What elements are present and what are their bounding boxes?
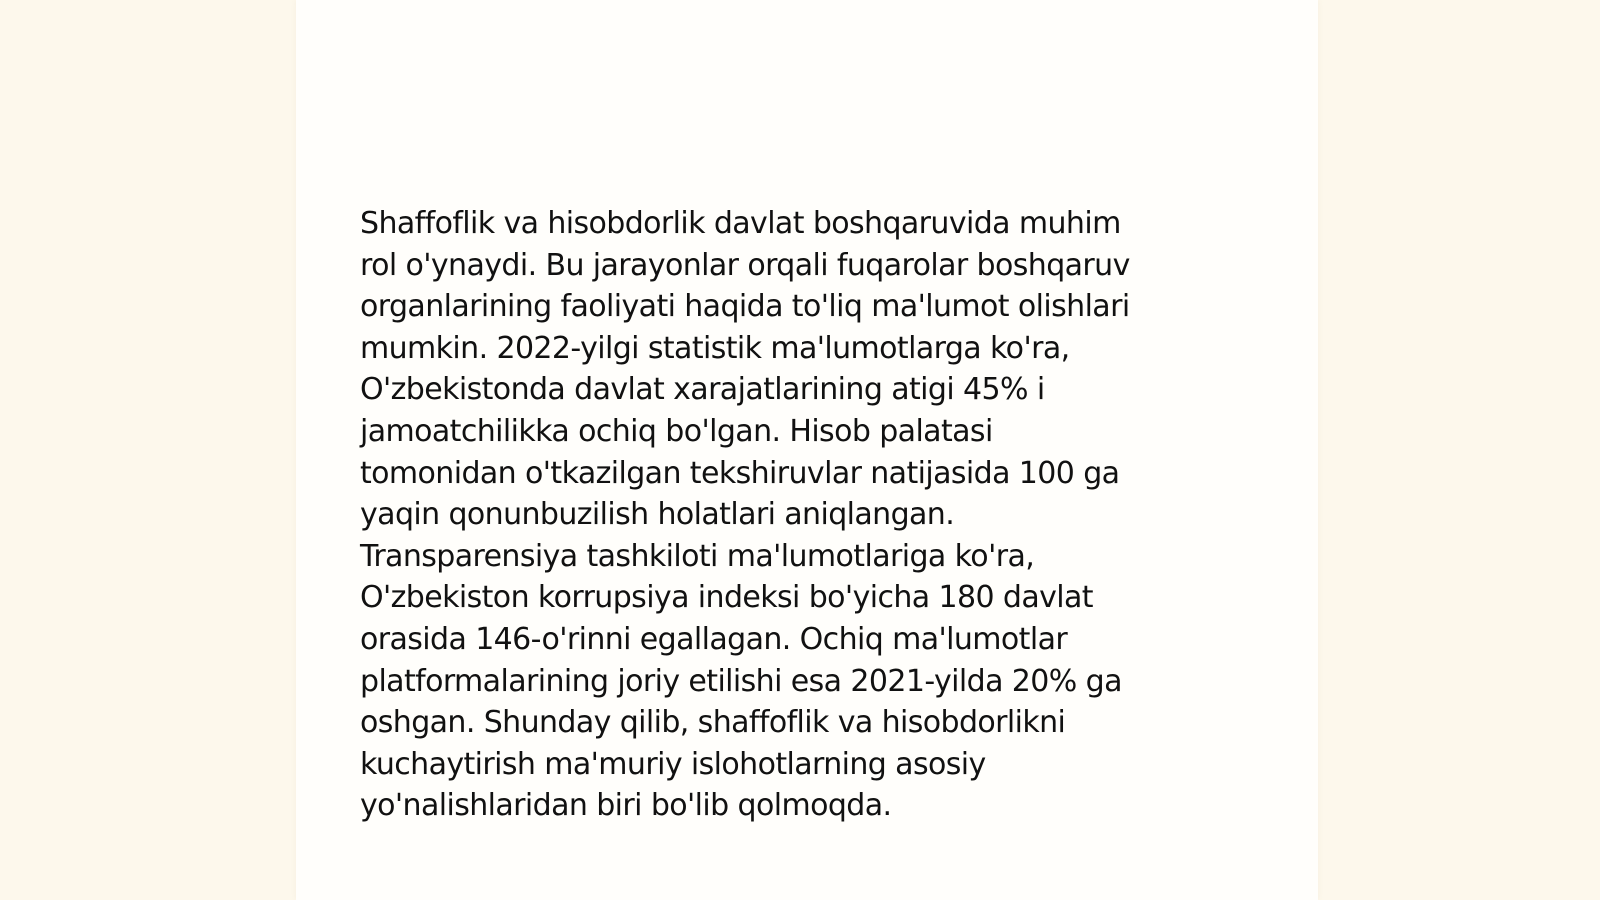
document-page (296, 0, 1318, 900)
body-paragraph: Shaffoflik va hisobdorlik davlat boshqaruvida muhim rol o'ynaydi. Bu jarayonlar orqali fuqarolar boshqaruv organlarining faoliyati haqida to'liq ma'lumot olishlari mumkin. 2022-yilgi statistik ma'lumotlarga ko'ra, O'zbekistonda davlat xarajatlarining atigi 45% i jamoatchilikka ochiq bo'lgan. Hisob palatasi tomonidan o'tkazilgan tekshiruvlar natijasida 100 ga yaqin qonunbuzilish holatlari aniqlangan. Transparensiya tashkiloti ma'lumotlariga ko'ra, O'zbekiston korrupsiya indeksi bo'yicha 180 davlat orasida 146-o'rinni egallagan. Ochiq ma'lumotlar platformalarining joriy etilishi esa 2021-yilda 20% ga oshgan. Shunday qilib, shaffoflik va hisobdorlikni kuchaytirish ma'muriy islohotlarning asosiy yo'nalishlaridan biri bo'lib qolmoqda. (360, 206, 1130, 824)
